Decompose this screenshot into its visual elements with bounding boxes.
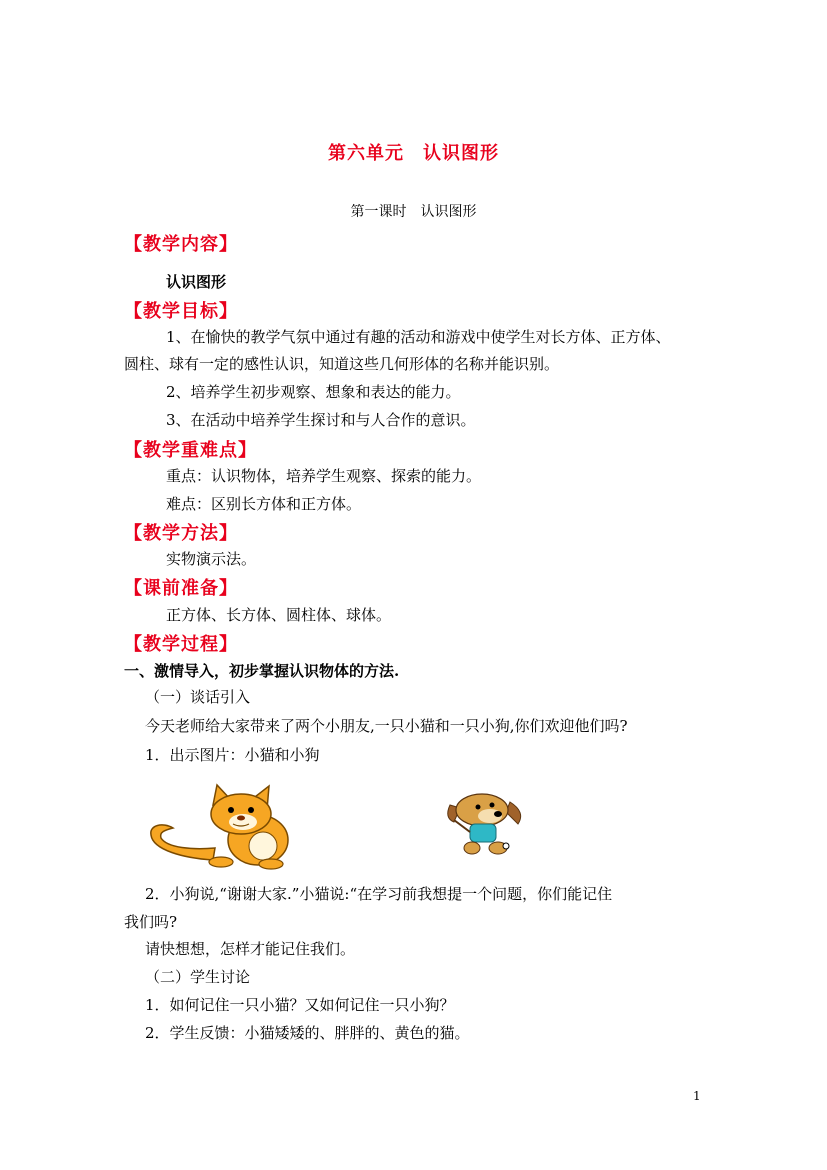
lesson-subtitle: 第一课时 认识图形: [350, 204, 477, 220]
dialog-line-2: 我们吗?: [124, 913, 178, 931]
sub-heading-2: （二）学生讨论: [145, 968, 251, 986]
keypoint-text: 重点：认识物体，培养学生观察、探索的能力。: [166, 467, 482, 485]
prep-heading: 【课前准备】: [124, 578, 238, 599]
goal-3: 3、在活动中培养学生探讨和与人合作的意识。: [166, 411, 476, 429]
sub-heading-1: （一）谈话引入: [145, 688, 251, 706]
difficulty-text: 难点：区别长方体和正方体。: [166, 495, 362, 513]
page-number: 1: [693, 1089, 701, 1103]
goal-2: 2、培养学生初步观察、想象和表达的能力。: [166, 383, 461, 401]
page-title: 第六单元 认识图形: [328, 143, 499, 164]
dog-illustration: [440, 790, 530, 860]
cat-illustration: [143, 780, 293, 870]
process-heading: 【教学过程】: [124, 634, 238, 655]
feedback-text: 2．学生反馈：小猫矮矮的、胖胖的、黄色的猫。: [145, 1024, 470, 1042]
show-pictures-text: 1．出示图片：小猫和小狗: [145, 746, 320, 764]
goal-1-line-2: 圆柱、球有一定的感性认识，知道这些几何形体的名称并能识别。: [124, 355, 560, 373]
question-1: 1．如何记住一只小猫？又如何记住一只小狗？: [145, 996, 455, 1014]
dialog-line-1: 2．小狗说,“谢谢大家.”小猫说:“在学习前我想提一个问题，你们能记住: [145, 885, 613, 903]
step-1-heading: 一、激情导入，初步掌握认识物体的方法.: [124, 662, 400, 680]
goals-heading: 【教学目标】: [124, 301, 238, 322]
method-heading: 【教学方法】: [124, 523, 238, 544]
content-text: 认识图形: [166, 273, 227, 291]
goal-1-line-1: 1、在愉快的教学气氛中通过有趣的活动和游戏中使学生对长方体、正方体、: [166, 328, 671, 346]
think-text: 请快想想，怎样才能记住我们。: [145, 940, 356, 958]
content-heading: 【教学内容】: [124, 234, 238, 255]
intro-text: 今天老师给大家带来了两个小朋友,一只小猫和一只小狗,你们欢迎他们吗?: [145, 717, 628, 735]
keypoints-heading: 【教学重难点】: [124, 440, 257, 461]
method-text: 实物演示法。: [166, 550, 257, 568]
prep-text: 正方体、长方体、圆柱体、球体。: [166, 606, 392, 624]
